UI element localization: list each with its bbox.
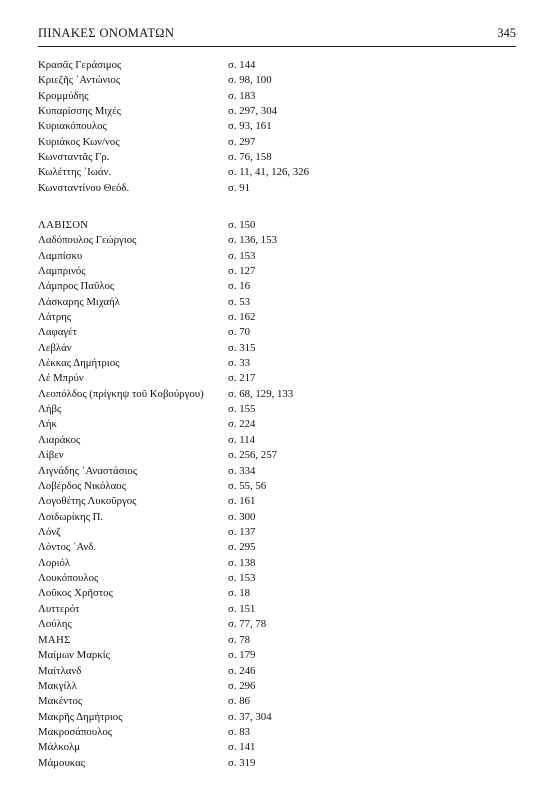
index-entry [38, 464, 516, 479]
entry-name: Κριεζῆς ᾿Αντώνιος [38, 74, 121, 87]
entry-name: Κρασᾶς Γεράσιμος [38, 59, 122, 71]
entry-name: Λούλης [38, 617, 72, 630]
index-entry [38, 356, 516, 371]
index-entry [38, 540, 516, 555]
index-section-l [38, 218, 516, 632]
entry-page-reference: σ. 150 [227, 218, 255, 233]
entry-name: ΜΑΗΣ [38, 634, 71, 646]
entry-page-reference: σ. 93, 161 [227, 119, 272, 134]
entry-page-reference: σ. 224 [227, 417, 255, 432]
index-entry [38, 417, 516, 432]
entry-name: Λουκόπουλος [38, 571, 99, 584]
index-entry [38, 633, 516, 648]
index-entry [38, 325, 516, 340]
entry-page-reference: σ. 138 [227, 556, 255, 571]
entry-name: Λάσκαρης Μιχαήλ [38, 295, 120, 308]
entry-page-reference: σ. 78 [227, 633, 250, 648]
entry-page-reference: σ. 161 [227, 494, 255, 509]
entry-name: Λόνζ [38, 525, 61, 538]
entry-name: Λαφαγέτ [38, 326, 78, 339]
entry-page-reference: σ. 16 [227, 279, 250, 294]
entry-page-reference: σ. 77, 78 [227, 617, 266, 632]
entry-page-reference: σ. 183 [227, 89, 255, 104]
entry-name: Κυπαρίσσης Μιχές [38, 105, 121, 118]
entry-page-reference: σ. 153 [227, 249, 255, 264]
entry-page-reference: σ. 33 [227, 356, 250, 371]
entry-name: Λοιδωρίκης Π. [38, 510, 104, 523]
index-entry [38, 279, 516, 294]
entry-page-reference: σ. 68, 129, 133 [227, 387, 293, 402]
entry-name: Κυριακόπουλος [38, 120, 107, 133]
entry-page-reference: σ. 37, 304 [227, 710, 272, 725]
index-entry [38, 725, 516, 740]
entry-name: Μακγίλλ [38, 680, 77, 693]
entry-name: Μακρῆς Δημήτριος [38, 710, 123, 723]
entry-name: Λογοθέτης Λυκοῦργος [38, 495, 137, 508]
entry-name: Μακροσάπουλος [38, 726, 113, 739]
entry-name: Λιαράκος [38, 433, 81, 446]
entry-page-reference: σ. 136, 153 [227, 233, 277, 248]
entry-page-reference: σ. 55, 56 [227, 479, 266, 494]
index-entry [38, 249, 516, 264]
entry-name: Λοβέρδος Νικόλαος [38, 479, 126, 492]
entry-name: Κρομμύδης [38, 89, 89, 102]
entry-name: Λάτρης [38, 311, 72, 324]
entry-page-reference: σ. 315 [227, 341, 255, 356]
entry-page-reference: σ. 141 [227, 740, 255, 755]
index-entry [38, 571, 516, 586]
entry-name: Λέ Μπρύν [38, 372, 84, 385]
entry-page-reference: σ. 179 [227, 648, 255, 663]
entry-page-reference: σ. 296 [227, 679, 255, 694]
index-title: ΠΙΝΑΚΕΣ ΟΝΟΜΑΤΩΝ [38, 26, 175, 40]
index-entry [38, 494, 516, 509]
index-entry [38, 602, 516, 617]
index-entry [38, 310, 516, 325]
entry-page-reference: σ. 76, 158 [227, 150, 272, 165]
entry-page-reference: σ. 91 [227, 181, 250, 196]
index-entry [38, 150, 516, 165]
index-entry [38, 664, 516, 679]
entry-name: Λάμπρος Παῦλος [38, 280, 115, 293]
entry-name: Λέκκας Δημήτριος [38, 357, 120, 370]
index-entry [38, 740, 516, 755]
entry-page-reference: σ. 217 [227, 371, 255, 386]
entry-name: Λαμπίσκυ [38, 249, 83, 262]
entry-page-reference: σ. 297 [227, 135, 255, 150]
index-entry [38, 586, 516, 601]
entry-name: Λοῦκος Χρῆστος [38, 587, 113, 600]
index-section-k [38, 58, 516, 196]
index-entry [38, 135, 516, 150]
entry-name: Λήβς [38, 403, 62, 416]
entry-name: Λίβεν [38, 449, 64, 462]
index-entry [38, 89, 516, 104]
index-entry [38, 58, 516, 73]
index-entry [38, 448, 516, 463]
entry-name: Λοριόλ [38, 556, 71, 569]
index-entry [38, 648, 516, 663]
index-entry [38, 387, 516, 402]
entry-page-reference: σ. 297, 304 [227, 104, 277, 119]
index-entry [38, 510, 516, 525]
entry-name: Λεοπόλδος (πρίγκηψ τοῦ Κοβούργου) [38, 387, 204, 400]
entry-name: Μακέντος [38, 695, 83, 708]
index-entry [38, 218, 516, 233]
entry-name: Λαμπρινός [38, 265, 86, 278]
entry-name: Λυττερότ [38, 602, 80, 615]
entry-page-reference: σ. 256, 257 [227, 448, 277, 463]
entry-page-reference: σ. 83 [227, 725, 250, 740]
entry-name: Λήκ [38, 418, 57, 431]
entry-page-reference: σ. 127 [227, 264, 255, 279]
entry-name: Μαίτλανδ [38, 664, 82, 677]
entry-name: Μαίμων Μαρκίς [38, 649, 110, 662]
entry-page-reference: σ. 70 [227, 325, 250, 340]
entry-page-reference: σ. 137 [227, 525, 255, 540]
index-entry [38, 694, 516, 709]
index-entry [38, 479, 516, 494]
entry-name: Μάμουκας [38, 756, 86, 769]
index-entry [38, 402, 516, 417]
running-header [38, 26, 516, 47]
index-entry [38, 617, 516, 632]
index-entry [38, 679, 516, 694]
entry-name: Κωνσταντᾶς Γρ. [38, 151, 110, 164]
index-entry [38, 341, 516, 356]
entry-name: Κυριάκος Κων/νος [38, 135, 120, 148]
index-entry [38, 525, 516, 540]
entry-name: Λόντος ᾿Ανδ. [38, 541, 97, 554]
index-entry [38, 433, 516, 448]
entry-page-reference: σ. 11, 41, 126, 326 [227, 165, 309, 180]
page-number: 345 [497, 26, 516, 40]
entry-page-reference: σ. 295 [227, 540, 255, 555]
entry-page-reference: σ. 151 [227, 602, 255, 617]
index-entry [38, 710, 516, 725]
entry-page-reference: σ. 53 [227, 295, 250, 310]
entry-name: Μάλκολμ [38, 741, 81, 754]
entry-page-reference: σ. 319 [227, 756, 255, 771]
entry-page-reference: σ. 246 [227, 664, 255, 679]
index-entry [38, 233, 516, 248]
entry-name: Κωλέττης ᾿Ιωάν. [38, 166, 112, 179]
entry-page-reference: σ. 334 [227, 464, 255, 479]
entry-page-reference: σ. 98, 100 [227, 73, 272, 88]
index-entry [38, 264, 516, 279]
index-entry [38, 181, 516, 196]
index-entry [38, 371, 516, 386]
entry-page-reference: σ. 114 [227, 433, 255, 448]
entry-name: Λιγνάδης ᾿Αναστάσιος [38, 464, 138, 477]
entry-page-reference: σ. 162 [227, 310, 255, 325]
entry-name: Λαδόπουλος Γεώργιος [38, 234, 137, 247]
index-entry [38, 165, 516, 180]
entry-page-reference: σ. 300 [227, 510, 255, 525]
index-entry [38, 756, 516, 771]
entry-name: ΛΑΒΙΣΟΝ [38, 219, 89, 231]
index-entry [38, 73, 516, 88]
entry-page-reference: σ. 144 [227, 58, 255, 73]
index-entry [38, 556, 516, 571]
entry-page-reference: σ. 86 [227, 694, 250, 709]
entry-name: Κωνσταντίνου Θεόδ. [38, 181, 130, 194]
entry-page-reference: σ. 18 [227, 586, 250, 601]
index-section-m [38, 633, 516, 771]
entry-page-reference: σ. 153 [227, 571, 255, 586]
index-entry [38, 295, 516, 310]
index-entry [38, 104, 516, 119]
entry-name: Λεβλάν [38, 341, 72, 354]
entry-page-reference: σ. 155 [227, 402, 255, 417]
index-entry [38, 119, 516, 134]
